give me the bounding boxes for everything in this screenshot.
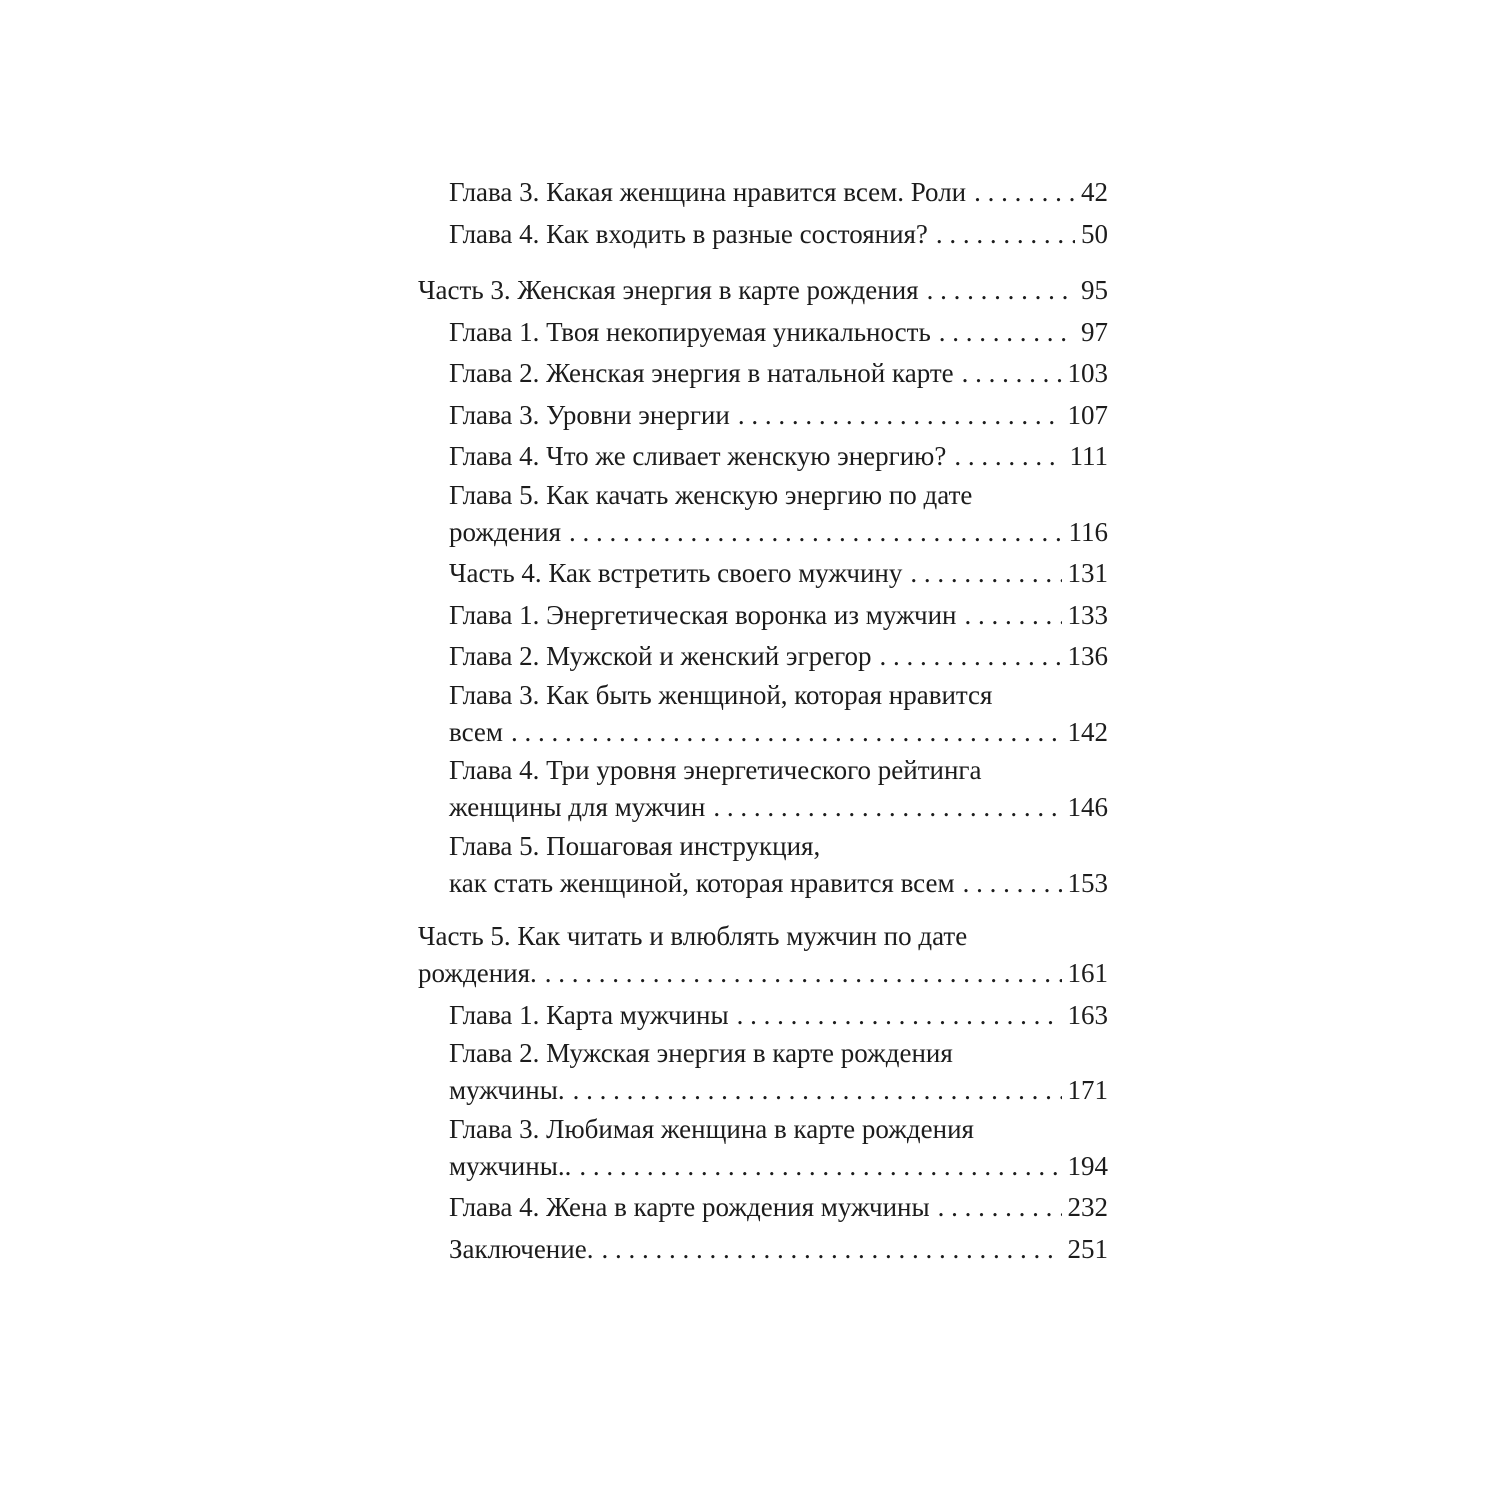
dot-leader — [511, 712, 1062, 754]
toc-entry-title: рождения. — [418, 958, 537, 988]
toc-entry-page: 171 — [1067, 1075, 1108, 1105]
toc-entry-page: 95 — [1081, 275, 1108, 305]
dot-leader — [579, 1146, 1061, 1188]
toc-entry-page: 103 — [1067, 358, 1108, 388]
toc-entry — [418, 172, 1108, 214]
toc-entry — [418, 214, 1108, 256]
toc-entry-multiline — [418, 478, 1108, 554]
toc-entry-page: 153 — [1067, 867, 1108, 898]
toc-entry-page: 161 — [1067, 958, 1108, 988]
toc-part-entry — [418, 553, 1108, 595]
toc-entry-title: как стать женщиной, которая нравится всем — [449, 867, 955, 898]
toc-entry-first-line — [418, 753, 1108, 787]
dot-leader — [939, 312, 1075, 354]
toc-entry-first-line — [418, 919, 1108, 953]
toc-entry — [418, 353, 1108, 395]
toc-entry-page: 142 — [1067, 716, 1108, 747]
toc-entry-title: Глава 3. Уровни энергии — [449, 399, 730, 430]
dot-leader — [936, 214, 1075, 256]
toc-entry-title: Глава 1. Карта мужчины — [449, 999, 729, 1030]
dot-leader — [927, 270, 1075, 312]
toc-entry-page: 251 — [1067, 1233, 1108, 1264]
toc-entry — [418, 395, 1108, 437]
toc-entry-last-line — [418, 1070, 1108, 1112]
toc-entry-page: 163 — [1067, 999, 1108, 1030]
dot-leader — [964, 595, 1061, 637]
toc-entry-title-line: Глава 2. Мужская энергия в карте рождения — [449, 1038, 953, 1068]
toc-entry-last-line — [418, 712, 1108, 754]
dot-leader — [910, 553, 1061, 595]
toc-entry-page: 232 — [1067, 1192, 1108, 1222]
toc-entry-title-line: Глава 5. Как качать женскую энергию по дате — [449, 479, 973, 510]
dot-leader — [962, 353, 1062, 395]
table-of-contents — [418, 172, 1108, 1270]
toc-part-entry-multiline — [418, 919, 1108, 995]
toc-entry-title-line: Глава 3. Как быть женщиной, которая нравится — [449, 679, 993, 710]
dot-leader — [601, 1229, 1061, 1271]
toc-entry-last-line — [418, 863, 1108, 905]
toc-entry — [418, 1187, 1108, 1229]
toc-entry-multiline — [418, 1036, 1108, 1112]
toc-entry-first-line — [418, 829, 1108, 863]
toc-entry-title: Глава 1. Твоя некопируемая уникальность — [449, 316, 931, 347]
toc-entry-title: Глава 4. Жена в карте рождения мужчины — [449, 1192, 930, 1222]
toc-entry — [418, 312, 1108, 354]
toc-entry-page: 146 — [1067, 792, 1108, 822]
toc-entry-page: 97 — [1081, 316, 1108, 347]
toc-entry-last-line — [418, 1146, 1108, 1188]
dot-leader — [974, 172, 1075, 214]
toc-entry-title: Заключение. — [449, 1233, 594, 1264]
toc-entry-page: 111 — [1069, 441, 1108, 471]
toc-entry-multiline — [418, 1112, 1108, 1188]
toc-entry-title-line: Часть 5. Как читать и влюблять мужчин по дате — [418, 921, 968, 951]
toc-entry-page: 131 — [1067, 558, 1108, 588]
toc-entry-title: Глава 3. Какая женщина нравится всем. Роли — [449, 177, 967, 207]
dot-leader — [963, 863, 1062, 905]
toc-entry — [418, 436, 1108, 478]
dot-leader — [938, 1187, 1062, 1229]
toc-part-entry — [418, 270, 1108, 312]
toc-entry-title: женщины для мужчин — [449, 792, 706, 822]
toc-entry-page: 116 — [1068, 516, 1108, 547]
toc-entry-title: мужчины. — [449, 1075, 565, 1105]
toc-entry-title: Глава 4. Как входить в разные состояния? — [449, 218, 928, 249]
dot-leader — [738, 395, 1062, 437]
toc-entry-title-line: Глава 5. Пошаговая инструкция, — [449, 830, 821, 861]
toc-entry-last-line — [418, 787, 1108, 829]
dot-leader — [713, 787, 1061, 829]
toc-entry-title: рождения — [449, 516, 562, 547]
toc-entry-title: Часть 4. Как встретить своего мужчину — [449, 558, 903, 588]
toc-entry-title: мужчины.. — [449, 1150, 572, 1181]
toc-entry-title: всем — [449, 716, 503, 747]
toc-entry-page: 133 — [1067, 599, 1108, 630]
dot-leader — [569, 512, 1062, 554]
toc-entry-multiline — [418, 829, 1108, 905]
toc-entry-first-line — [418, 1112, 1108, 1146]
toc-entry-page: 194 — [1067, 1150, 1108, 1181]
toc-entry-first-line — [418, 678, 1108, 712]
toc-entry-title: Глава 1. Энергетическая воронка из мужчин — [449, 599, 957, 630]
toc-entry-title: Часть 3. Женская энергия в карте рождения — [418, 275, 919, 305]
dot-leader — [545, 953, 1062, 995]
toc-entry — [418, 1229, 1108, 1271]
toc-entry-title: Глава 2. Женская энергия в натальной карте — [449, 358, 954, 388]
toc-entry-title: Глава 2. Мужской и женский эгрегор — [449, 641, 872, 671]
dot-leader — [954, 436, 1063, 478]
toc-entry-title-line: Глава 3. Любимая женщина в карте рождения — [449, 1113, 974, 1144]
toc-entry-title-line: Глава 4. Три уровня энергетического рейтинга — [449, 755, 982, 785]
toc-entry-page: 136 — [1067, 641, 1108, 671]
toc-entry-page: 50 — [1081, 218, 1108, 249]
toc-entry-page: 42 — [1081, 177, 1108, 207]
dot-leader — [879, 636, 1061, 678]
toc-entry-first-line — [418, 1036, 1108, 1070]
toc-entry-last-line — [418, 512, 1108, 554]
toc-entry-multiline — [418, 753, 1108, 829]
dot-leader — [737, 995, 1062, 1037]
toc-entry-page: 107 — [1067, 399, 1108, 430]
dot-leader — [573, 1070, 1062, 1112]
toc-entry — [418, 595, 1108, 637]
toc-entry-multiline — [418, 678, 1108, 754]
toc-entry — [418, 995, 1108, 1037]
toc-entry-first-line — [418, 478, 1108, 512]
toc-entry — [418, 636, 1108, 678]
toc-entry-title: Глава 4. Что же сливает женскую энергию? — [449, 441, 947, 471]
toc-entry-last-line — [418, 953, 1108, 995]
